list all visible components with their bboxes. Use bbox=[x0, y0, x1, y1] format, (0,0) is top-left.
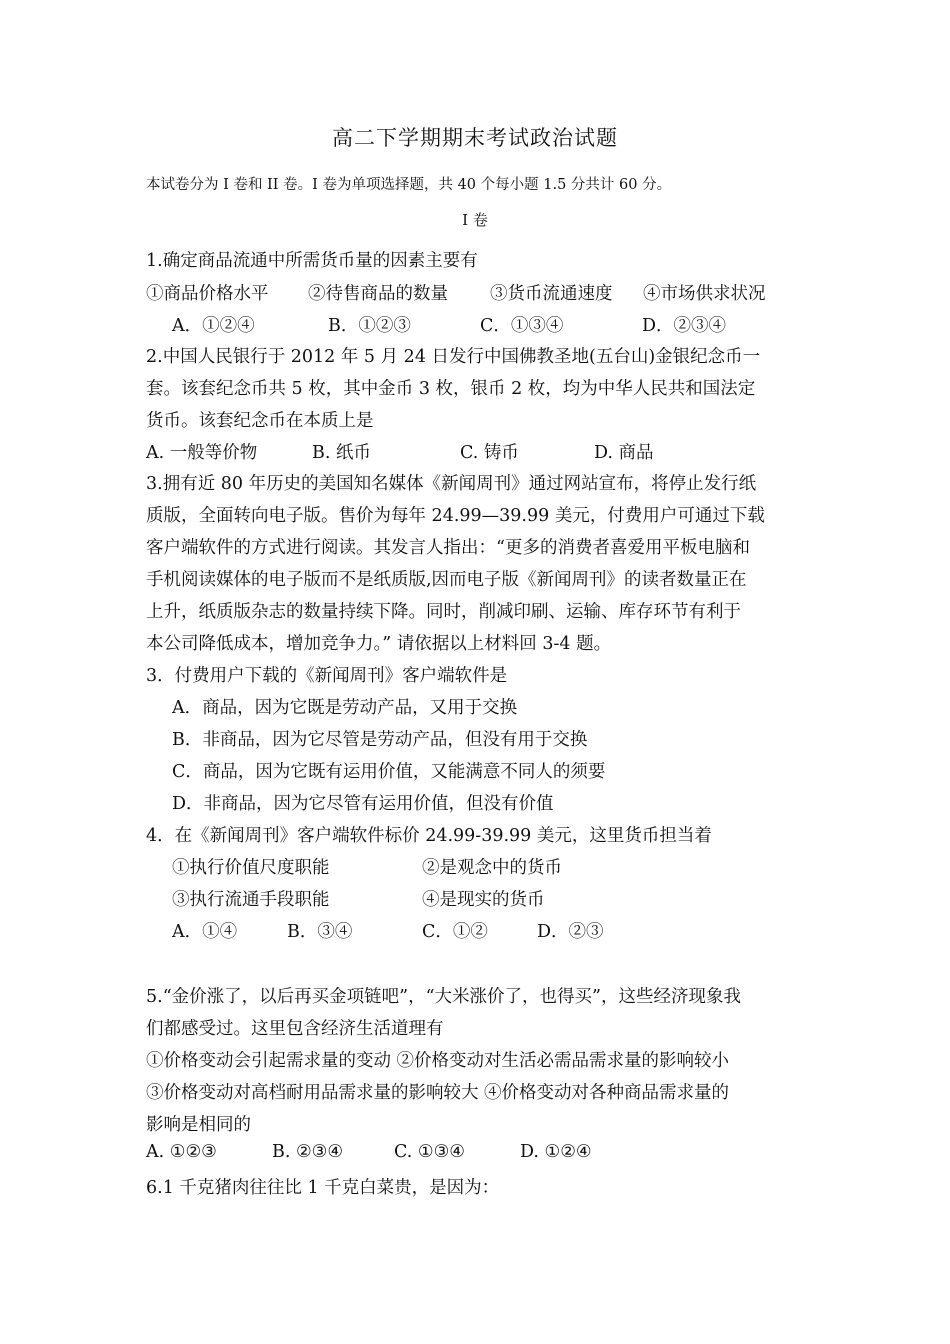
page-title: 高二下学期期末考试政治试题 bbox=[332, 126, 618, 150]
q1-item: ③货币流通速度 bbox=[490, 284, 613, 304]
q2-option-c: C. 铸币 bbox=[460, 443, 519, 463]
q4-option-d: D．②③ bbox=[537, 922, 604, 942]
q5-option-b: B. ②③④ bbox=[272, 1142, 344, 1162]
q1-option-a: A．①②④ bbox=[172, 316, 255, 336]
q1-item: ①商品价格水平 bbox=[146, 284, 269, 304]
q4-item: ④是现实的货币 bbox=[422, 890, 545, 910]
q3-option-c: C．商品，因为它既有运用价值，又能满意不同人的须要 bbox=[172, 762, 606, 782]
exam-intro: 本试卷分为 I 卷和 II 卷。I 卷为单项选择题，共 40 个每小题 1.5 分共计 60 分。 bbox=[146, 177, 672, 193]
q1-item: ②待售商品的数量 bbox=[308, 284, 448, 304]
q3-material-line: 本公司降低成本，增加竞争力。” 请依据以上材料回 3-4 题。 bbox=[146, 634, 612, 654]
q3-option-d: D．非商品，因为它尽管有运用价值，但没有价值 bbox=[172, 794, 554, 814]
q4-option-b: B．③④ bbox=[287, 922, 353, 942]
q1-option-d: D．②③④ bbox=[642, 316, 727, 336]
q2-option-d: D. 商品 bbox=[594, 443, 654, 463]
q5-line: 影响是相同的 bbox=[146, 1115, 251, 1135]
q5-option-a: A. ①②③ bbox=[146, 1142, 217, 1162]
q3-stem: 3．付费用户下载的《新闻周刊》客户端软件是 bbox=[146, 666, 508, 686]
q3-material-line: 质版，全面转向电子版。售价为每年 24.99—39.99 美元，付费用户可通过下载 bbox=[146, 506, 765, 526]
q2-option-a: A. 一般等价物 bbox=[146, 443, 258, 463]
q2-line: 货币。该套纪念币在本质上是 bbox=[146, 411, 374, 431]
q5-option-c: C. ①③④ bbox=[394, 1142, 465, 1162]
q4-item: ①执行价值尺度职能 bbox=[172, 858, 330, 878]
q5-line: 们都感受过。这里包含经济生活道理有 bbox=[146, 1019, 444, 1039]
section-heading: I 卷 bbox=[462, 211, 488, 229]
q2-option-b: B. 纸币 bbox=[312, 443, 371, 463]
q2-line: 2.中国人民银行于 2012 年 5 月 24 日发行中国佛教圣地(五台山)金银纪念币一 bbox=[146, 347, 761, 367]
q6-stem: 6.1 千克猪肉往往比 1 千克白菜贵，是因为： bbox=[146, 1178, 500, 1198]
q5-line: 5.“金价涨了，以后再买金项链吧”，“大米涨价了，也得买”，这些经济现象我 bbox=[146, 987, 741, 1007]
q4-option-a: A．①④ bbox=[172, 922, 238, 942]
q3-material-line: 手机阅读媒体的电子版而不是纸质版,因而电子版《新闻周刊》的读者数量正在 bbox=[146, 570, 747, 590]
q2-line: 套。该套纪念币共 5 枚，其中金币 3 枚，银币 2 枚，均为中华人民共和国法定 bbox=[146, 379, 756, 399]
q4-item: ③执行流通手段职能 bbox=[172, 890, 330, 910]
q4-stem: 4．在《新闻周刊》客户端软件标价 24.99-39.99 美元，这里货币担当着 bbox=[146, 826, 712, 846]
q3-material-line: 上升，纸质版杂志的数量持续下降。同时，削减印刷、运输、库存环节有利于 bbox=[146, 602, 741, 622]
q5-option-d: D. ①②④ bbox=[520, 1142, 592, 1162]
q1-option-b: B．①②③ bbox=[328, 316, 411, 336]
q3-option-b: B．非商品，因为它尽管是劳动产品，但没有用于交换 bbox=[172, 730, 588, 750]
q3-material-line: 客户端软件的方式进行阅读。其发言人指出：“更多的消费者喜爱用平板电脑和 bbox=[146, 538, 750, 558]
q5-line: ③价格变动对高档耐用品需求量的影响较大 ④价格变动对各种商品需求量的 bbox=[146, 1083, 730, 1103]
q3-material-line: 3.拥有近 80 年历史的美国知名媒体《新闻周刊》通过网站宣布，将停止发行纸 bbox=[146, 474, 757, 494]
q4-item: ②是观念中的货币 bbox=[422, 858, 562, 878]
q4-option-c: C．①② bbox=[422, 922, 488, 942]
q3-option-a: A．商品，因为它既是劳动产品，又用于交换 bbox=[172, 698, 518, 718]
q1-option-c: C．①③④ bbox=[480, 316, 564, 336]
q5-line: ①价格变动会引起需求量的变动 ②价格变动对生活必需品需求量的影响较小 bbox=[146, 1051, 730, 1071]
q1-stem: 1.确定商品流通中所需货币量的因素主要有 bbox=[146, 251, 478, 271]
q1-item: ④市场供求状况 bbox=[643, 284, 766, 304]
